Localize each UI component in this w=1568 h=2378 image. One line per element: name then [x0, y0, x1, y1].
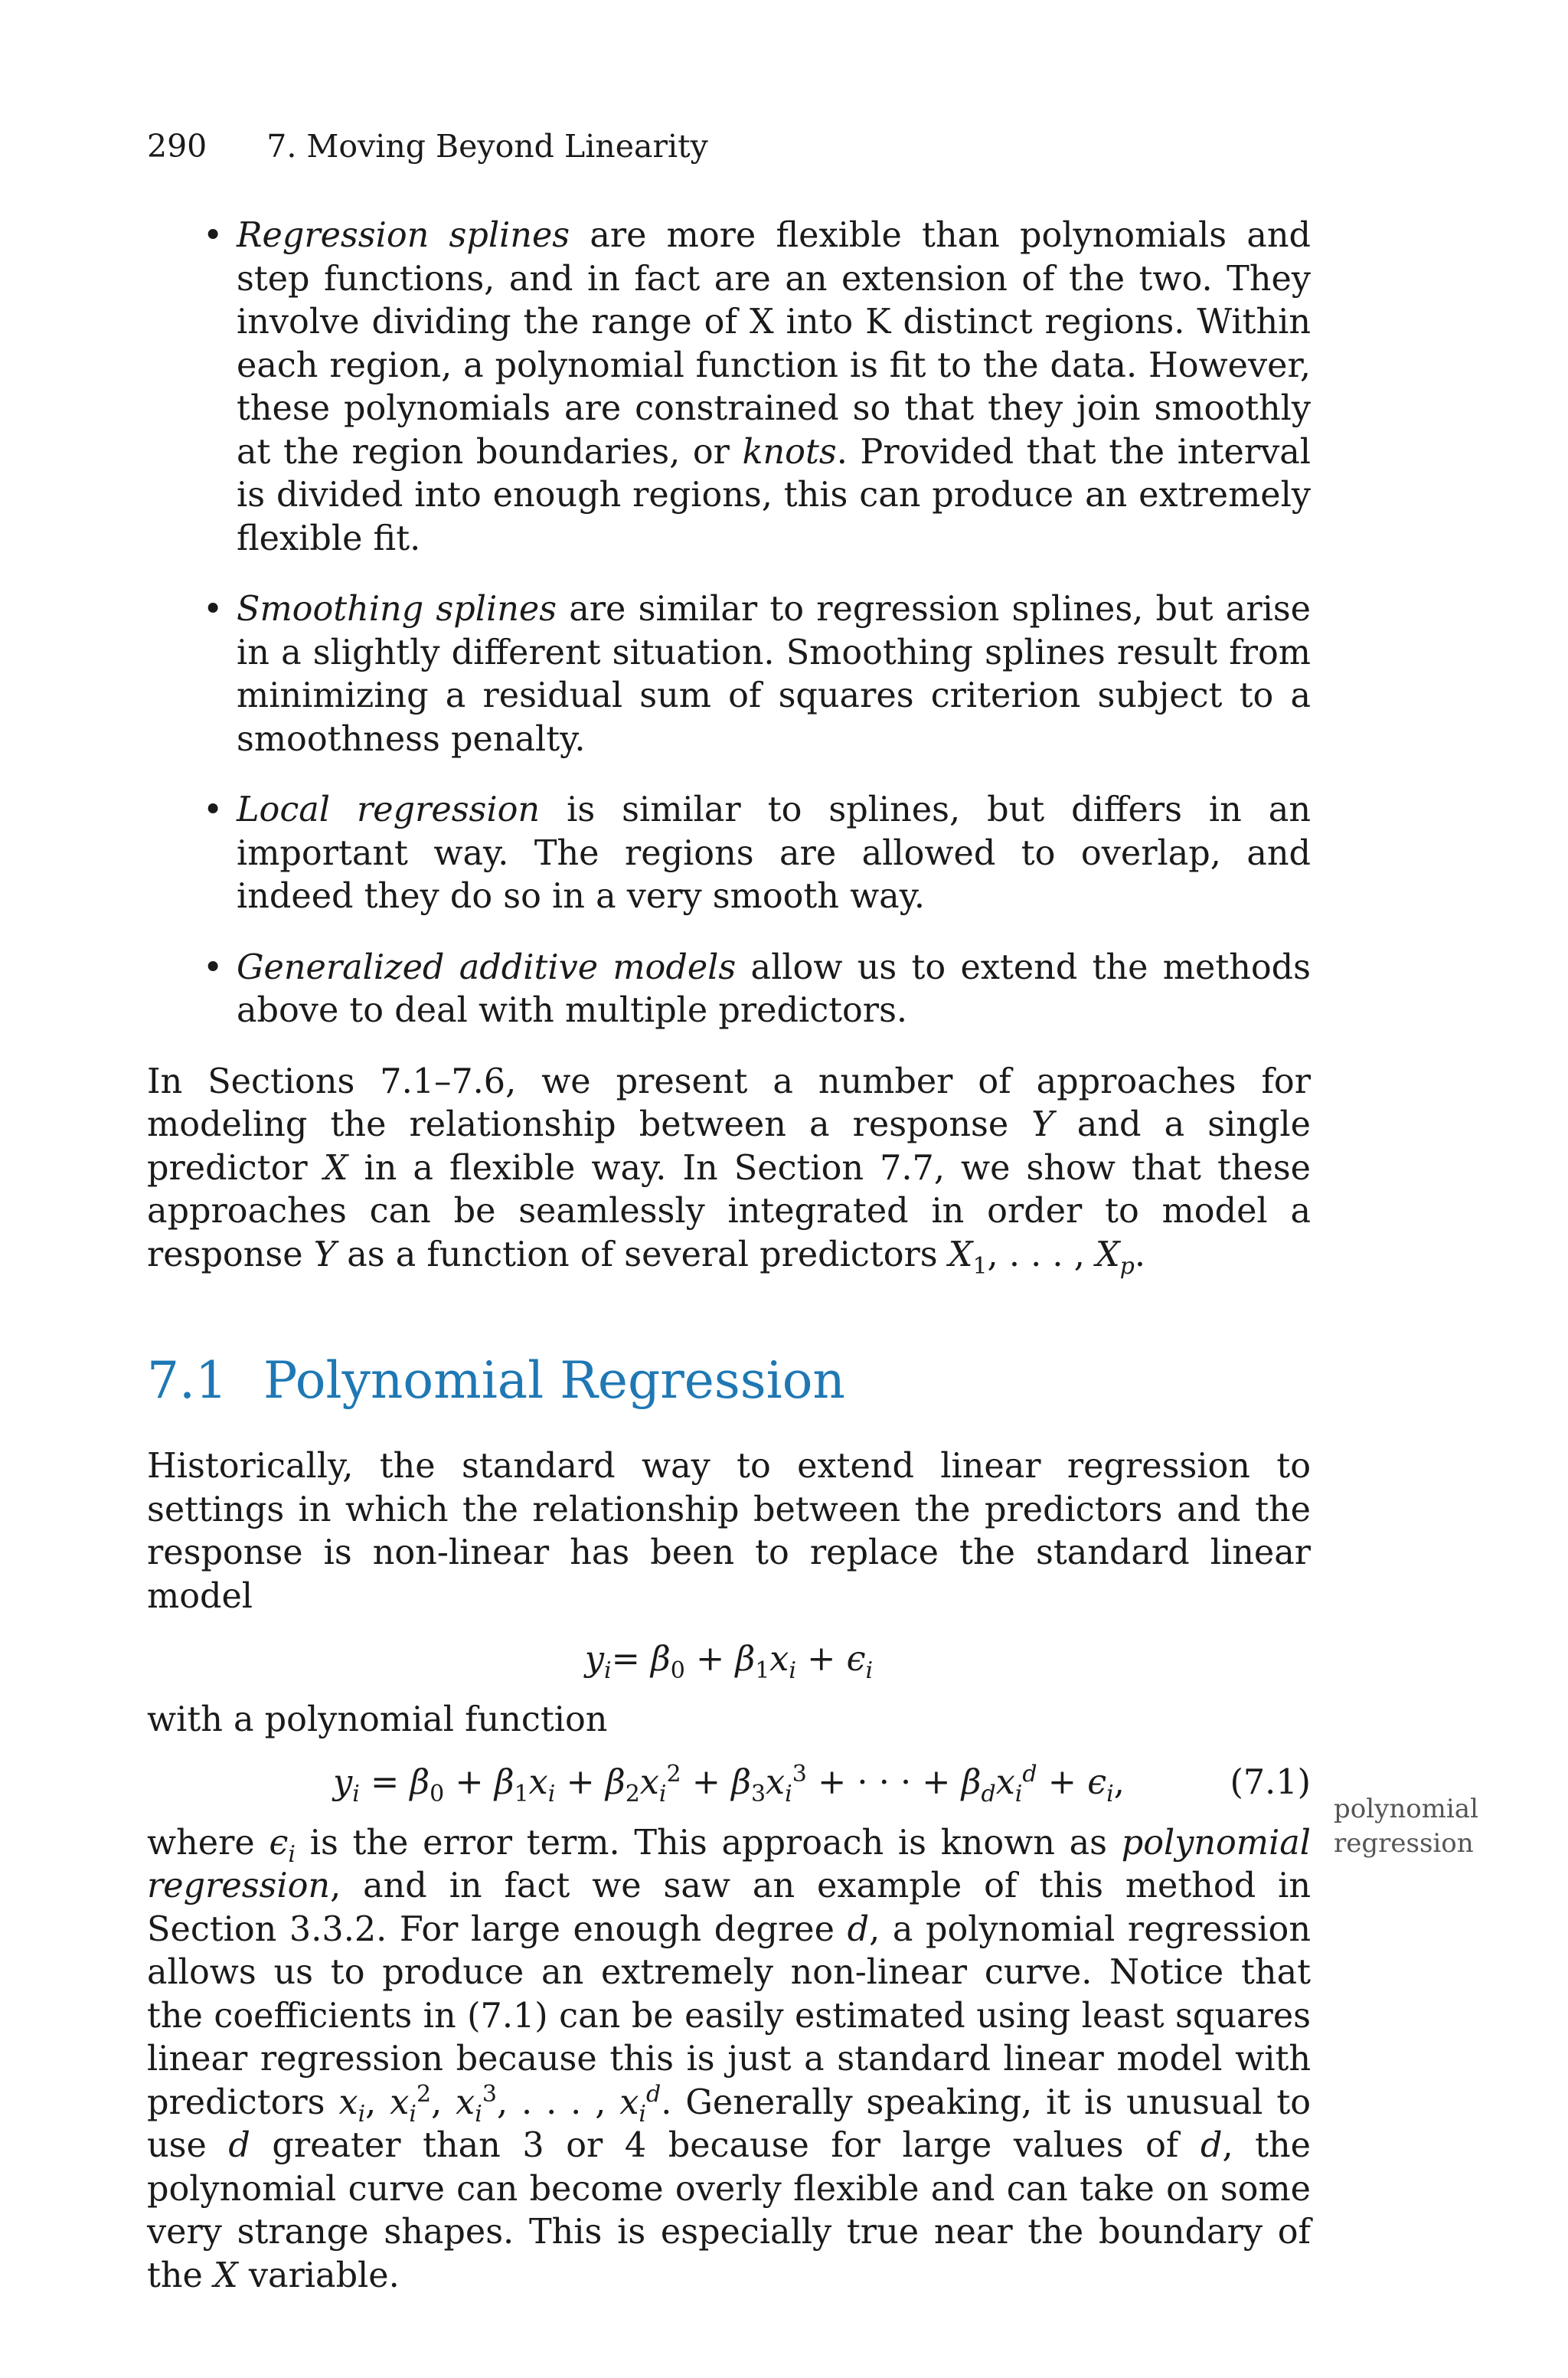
list-item-text: are more flexible than polynomials and step functions, and in fact are an extension of the two. They involve dividing the range of X into K distinct regions. Within each region, a polynomial function is fit to the data. However, these polynomials are constrained so that they join smoothly at the region boundaries, or — [237, 216, 1312, 472]
section-paragraph: where $\epsilon_i$ is the error term. This approach is known as polynomial regression, and in fact we saw an example of this method in Section 3.3.2. For large enough degree d, a polynomial regression allows us to produce an extremely non-linear curve. Notice that the coefficients in (7.1) can be easily estimated using least squares linear regression because this is just a standard linear model with predictors $x_i$, $x_i^2$, $x_i^3$, . . . , $x_i^d$. Generally speaking, it is unusual to use d greater than 3 or 4 because for large values of d, the polynomial curve can become overly flexible and can take on some very strange shapes. This is especially true near the boundary of the X variable. — [147, 1823, 1312, 2295]
section-title: Polynomial Regression — [263, 1351, 845, 1410]
bullet-icon: • — [203, 590, 224, 629]
bullet-icon: • — [203, 790, 224, 829]
paragraph-text: as a function of several predictors — [336, 1235, 949, 1274]
list-item — [147, 947, 1311, 1033]
list-item — [147, 214, 1311, 561]
math-variable: Y — [313, 1235, 337, 1274]
equation-polynomial: $y_i = \beta_0 + \beta_1x_i + \beta_2x_i^2 + \beta_3x_i^3$ + · · · + $\beta_dx_i^d + \epsilon_i$, (7.1) — [333, 1761, 1311, 1807]
intro-paragraph — [147, 1061, 1312, 1280]
bullet-icon: • — [203, 947, 224, 987]
list-item — [147, 789, 1311, 919]
paragraph-text: and a single predictor — [147, 1105, 1311, 1188]
math-variable: X — [948, 1235, 973, 1274]
paragraph-text: . — [1134, 1235, 1146, 1274]
page-number: 290 — [147, 128, 207, 165]
page-header — [147, 127, 708, 165]
chapter-title: 7. Moving Beyond Linearity — [266, 128, 708, 165]
section-paragraph: with a polynomial function — [147, 1699, 608, 1739]
margin-note-line: polynomial — [1334, 1794, 1478, 1824]
term: Smoothing splines — [237, 590, 557, 629]
paragraph-text: in a flexible way. In Section 7.7, we show that these approaches can be seamlessly integrated in order to model a response — [147, 1148, 1312, 1274]
math-subscript: 1 — [972, 1252, 988, 1280]
section-paragraph: Historically, the standard way to extend linear regression to settings in which the relationship between the predictors and the response is non-linear has been to replace the standard linear model — [147, 1447, 1311, 1616]
list-item-text: is similar to splines, but differs in an important way. The regions are allowed to overlap, and indeed they do so in a very smooth way. — [237, 790, 1312, 916]
term: Local regression — [237, 790, 541, 829]
margin-note — [1334, 1792, 1533, 1861]
paragraph-text: In Sections 7.1–7.6, we present a number of approaches for modeling the relationship between a response — [147, 1061, 1311, 1144]
bullet-icon: • — [203, 216, 224, 255]
math-subscript: p — [1119, 1252, 1135, 1280]
list-item-text: allow us to extend the methods above to deal with multiple predictors. — [237, 947, 1311, 1030]
paragraph-text: , . . . , — [987, 1235, 1096, 1274]
term: polynomial regression — [147, 1823, 1311, 1905]
section-heading — [147, 1350, 1311, 1411]
math-variable: Y — [1031, 1105, 1054, 1144]
list-item-text: . Provided that the interval is divided into enough regions, this can produce an extremely flexible fit. — [237, 432, 1312, 558]
equation-number: (7.1) — [1230, 1763, 1311, 1802]
margin-note-line: regression — [1334, 1828, 1474, 1859]
term: Regression splines — [237, 216, 570, 255]
math-variable: X — [1095, 1235, 1120, 1274]
term: knots — [742, 432, 837, 472]
list-item-text: are similar to regression splines, but arise in a slightly different situation. Smoothing splines result from minimizing a residual sum of squares criterion subject to a smoothness penalty. — [237, 590, 1311, 759]
method-list — [147, 214, 1311, 1033]
list-item — [147, 588, 1311, 761]
term: Generalized additive models — [237, 947, 737, 987]
math-variable: X — [323, 1148, 348, 1188]
equation-linear-model: $y_i= \beta_0 + \beta_1x_i + \epsilon_i$ — [584, 1640, 874, 1684]
section-number: 7.1 — [147, 1351, 227, 1410]
main-column — [147, 214, 1311, 2298]
